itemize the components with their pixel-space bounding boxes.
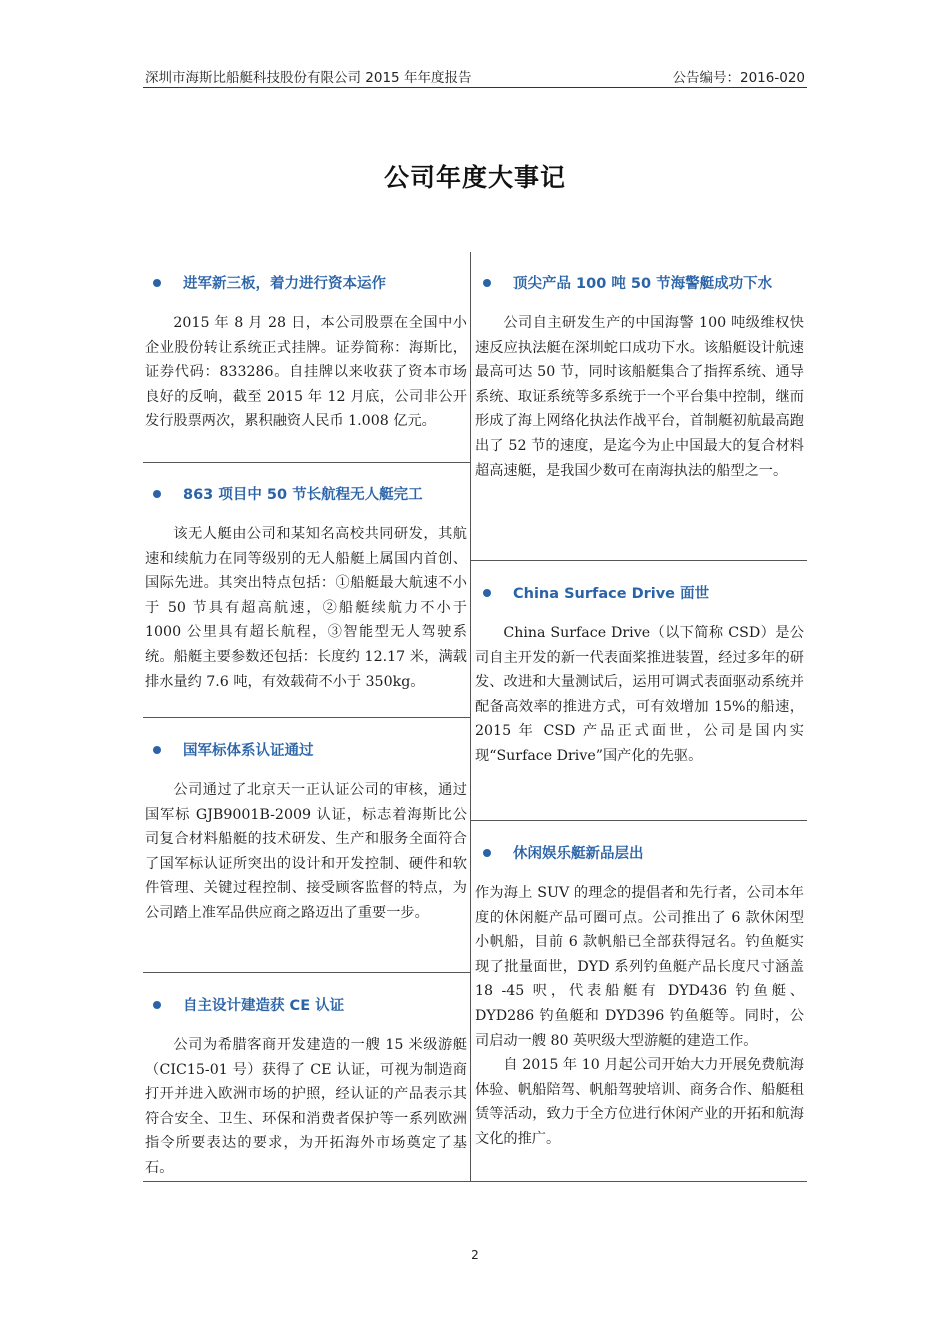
bullet-icon: [483, 589, 491, 597]
event-section: [143, 994, 469, 1181]
bottom-divider: [143, 1181, 807, 1182]
section-body: 公司为希腊客商开发建造的一艘 15 米级游艇（CIC15-01 号）获得了 CE 认证，可视为制造商打开并进入欧洲市场的护照，经认证的产品表示其符合安全、卫生、环保和消费者保护等一系列欧洲指令所要表达的要求，为开拓海外市场奠定了基石。: [145, 1037, 467, 1176]
bullet-icon: [483, 279, 491, 287]
bullet-icon: [153, 490, 161, 498]
section-heading: 863 项目中 50 节长航程无人艇完工: [143, 483, 469, 504]
section-body: 该无人艇由公司和某知名高校共同研发，其航速和续航力在同等级别的无人船艇上属国内首创、国际先进。其突出特点包括：①船艇最大航速不小于 50 节具有超高航速，②船艇续航力不小于 1000 公里具有超长航程，③智能型无人驾驶系统。船艇主要参数还包括：长度约 12.17 米，满载排水量约 7.6 吨，有效载荷不小于 350kg。: [145, 526, 467, 690]
page-number: 2: [471, 1248, 479, 1262]
event-section: [143, 739, 469, 926]
event-section: [473, 272, 806, 483]
event-section: [143, 272, 469, 434]
bullet-icon: [153, 279, 161, 287]
report-header-title: 深圳市海斯比船艇科技股份有限公司 2015 年年度报告: [145, 70, 472, 86]
page-title: 公司年度大事记: [383, 163, 566, 192]
section-body: China Surface Drive（以下简称 CSD）是公司自主开发的新一代表面桨推进装置，经过多年的研发、改进和大量测试后，运用可调式表面驱动系统并配备高效率的推进方式，可有效增加 15%的船速，2015 年 CSD 产品正式面世，公司是国内实现“Surface Drive”国产化的先驱。: [475, 625, 804, 764]
section-paragraph: 作为海上 SUV 的理念的提倡者和先行者，公司本年度的休闲艇产品可圈可点。公司推出了 6 款休闲型小帆船，目前 6 款帆船已全部获得冠名。钓鱼艇实现了批量面世，DYD 系列钓鱼艇产品长度尺寸涵盖 18 -45 呎，代表船艇有 DYD436 钓鱼艇、DYD286 钓鱼艇和 DYD396 钓鱼艇等。同时，公司启动一艘 80 英呎级大型游艇的建造工作。: [475, 885, 804, 1049]
section-body: 2015 年 8 月 28 日，本公司股票在全国中小企业股份转让系统正式挂牌。证券简称：海斯比，证券代码：833286。自挂牌以来收获了资本市场良好的反响，截至 2015 年 12 月底，公司非公开发行股票两次，累积融资人民币 1.008 亿元。: [145, 315, 467, 430]
section-divider: [471, 820, 807, 821]
section-divider: [143, 972, 470, 973]
header-divider: [143, 87, 807, 88]
section-paragraph: 自 2015 年 10 月起公司开始大力开展免费航海体验、帆船陪驾、帆船驾驶培训、商务合作、船艇租赁等活动，致力于全方位进行休闲产业的开拓和航海文化的推广。: [475, 1057, 804, 1147]
section-heading: 休闲娱乐艇新品层出: [473, 842, 806, 863]
event-section: [473, 582, 806, 769]
announcement-number: 公告编号：2016-020: [672, 70, 805, 86]
section-heading: 进军新三板，着力进行资本运作: [143, 272, 469, 293]
section-body: 公司通过了北京天一正认证公司的审核，通过国军标 GJB9001B-2009 认证，标志着海斯比公司复合材料船艇的技术研发、生产和服务全面符合了国军标认证所突出的设计和开发控制、硬件和软件管理、关键过程控制、接受顾客监督的特点，为公司踏上准军品供应商之路迈出了重要一步。: [145, 782, 467, 921]
section-divider: [143, 717, 470, 718]
section-divider: [471, 560, 807, 561]
section-heading: China Surface Drive 面世: [473, 582, 806, 603]
event-section: [143, 483, 469, 694]
column-divider: [470, 252, 471, 1182]
section-heading: 顶尖产品 100 吨 50 节海警艇成功下水: [473, 272, 806, 293]
bullet-icon: [483, 849, 491, 857]
event-section: [473, 842, 806, 1152]
section-body: 公司自主研发生产的中国海警 100 吨级维权快速反应执法艇在深圳蛇口成功下水。该船艇设计航速最高可达 50 节，同时该船艇集合了指挥系统、通导系统、取证系统等多系统于一个平台集中控制，继而形成了海上网络化执法作战平台，首制艇初航最高跑出了 52 节的速度，是迄今为止中国最大的复合材料超高速艇，是我国少数可在南海执法的船型之一。: [475, 315, 804, 479]
bullet-icon: [153, 746, 161, 754]
bullet-icon: [153, 1001, 161, 1009]
section-divider: [143, 462, 470, 463]
section-heading: 国军标体系认证通过: [143, 739, 469, 760]
section-body: [473, 881, 806, 1152]
section-heading: 自主设计建造获 CE 认证: [143, 994, 469, 1015]
